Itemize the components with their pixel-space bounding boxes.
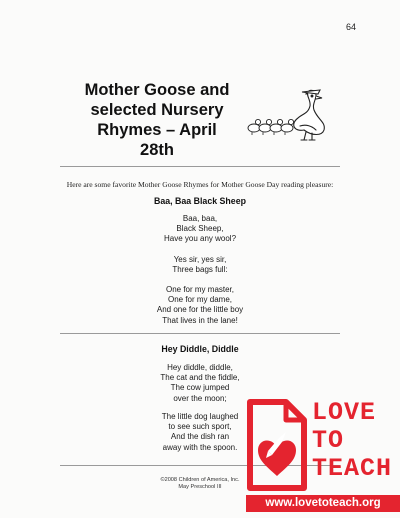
verse-line: The cat and the fiddle, — [160, 373, 240, 383]
verse-line: The cow jumped — [170, 383, 230, 393]
mother-goose-illustration — [246, 86, 336, 142]
verse-line: Hey diddle, diddle, — [167, 363, 233, 372]
logo-word-teach: TEACH — [312, 454, 393, 483]
title-line: 28th — [140, 141, 174, 159]
verse-line: Black Sheep, — [176, 224, 224, 234]
verse-line: Yes sir, yes sir, — [173, 255, 227, 264]
verse-line: One for my master, — [165, 285, 235, 294]
verse-line: And the dish ran — [170, 432, 230, 442]
rhyme-title-baa-baa: Baa, Baa Black Sheep — [154, 196, 246, 206]
title-line: Rhymes – April — [97, 121, 217, 139]
logo-word-love: LOVE — [312, 398, 377, 427]
logo-word-to: TO — [312, 426, 345, 455]
divider — [60, 166, 340, 167]
stanza — [60, 285, 340, 326]
website-url[interactable]: www.lovetoteach.org — [246, 495, 400, 512]
stanza — [60, 255, 340, 275]
class-line: May Preschool III — [178, 484, 222, 490]
verse-line: away with the spoon. — [162, 442, 238, 452]
copyright-line: ©2008 Children of America, Inc. — [160, 477, 240, 483]
divider — [60, 333, 340, 334]
rhyme-title-hey-diddle: Hey Diddle, Diddle — [161, 344, 239, 354]
intro-text: Here are some favorite Mother Goose Rhymes for Mother Goose Day reading pleasure: — [66, 180, 334, 189]
verse-line: to see such sport, — [168, 422, 232, 432]
document-heart-icon — [246, 398, 310, 492]
verse-line: One for my dame, — [167, 295, 233, 305]
stanza — [60, 214, 340, 245]
verse-line: Have you any wool? — [163, 234, 237, 244]
verse-line: That lives in the lane! — [162, 315, 238, 325]
verse-line: And one for the little boy — [156, 305, 244, 315]
title-line: selected Nursery — [90, 101, 224, 119]
verse-line: over the moon; — [173, 393, 227, 403]
page-number: 64 — [346, 22, 357, 32]
verse-line: Three bags full: — [172, 265, 228, 275]
page-title — [64, 80, 250, 160]
verse-line: The little dog laughed — [161, 412, 239, 421]
title-line: Mother Goose and — [84, 81, 230, 99]
verse-line: Baa, baa, — [182, 214, 218, 223]
love-to-teach-watermark — [246, 398, 400, 518]
